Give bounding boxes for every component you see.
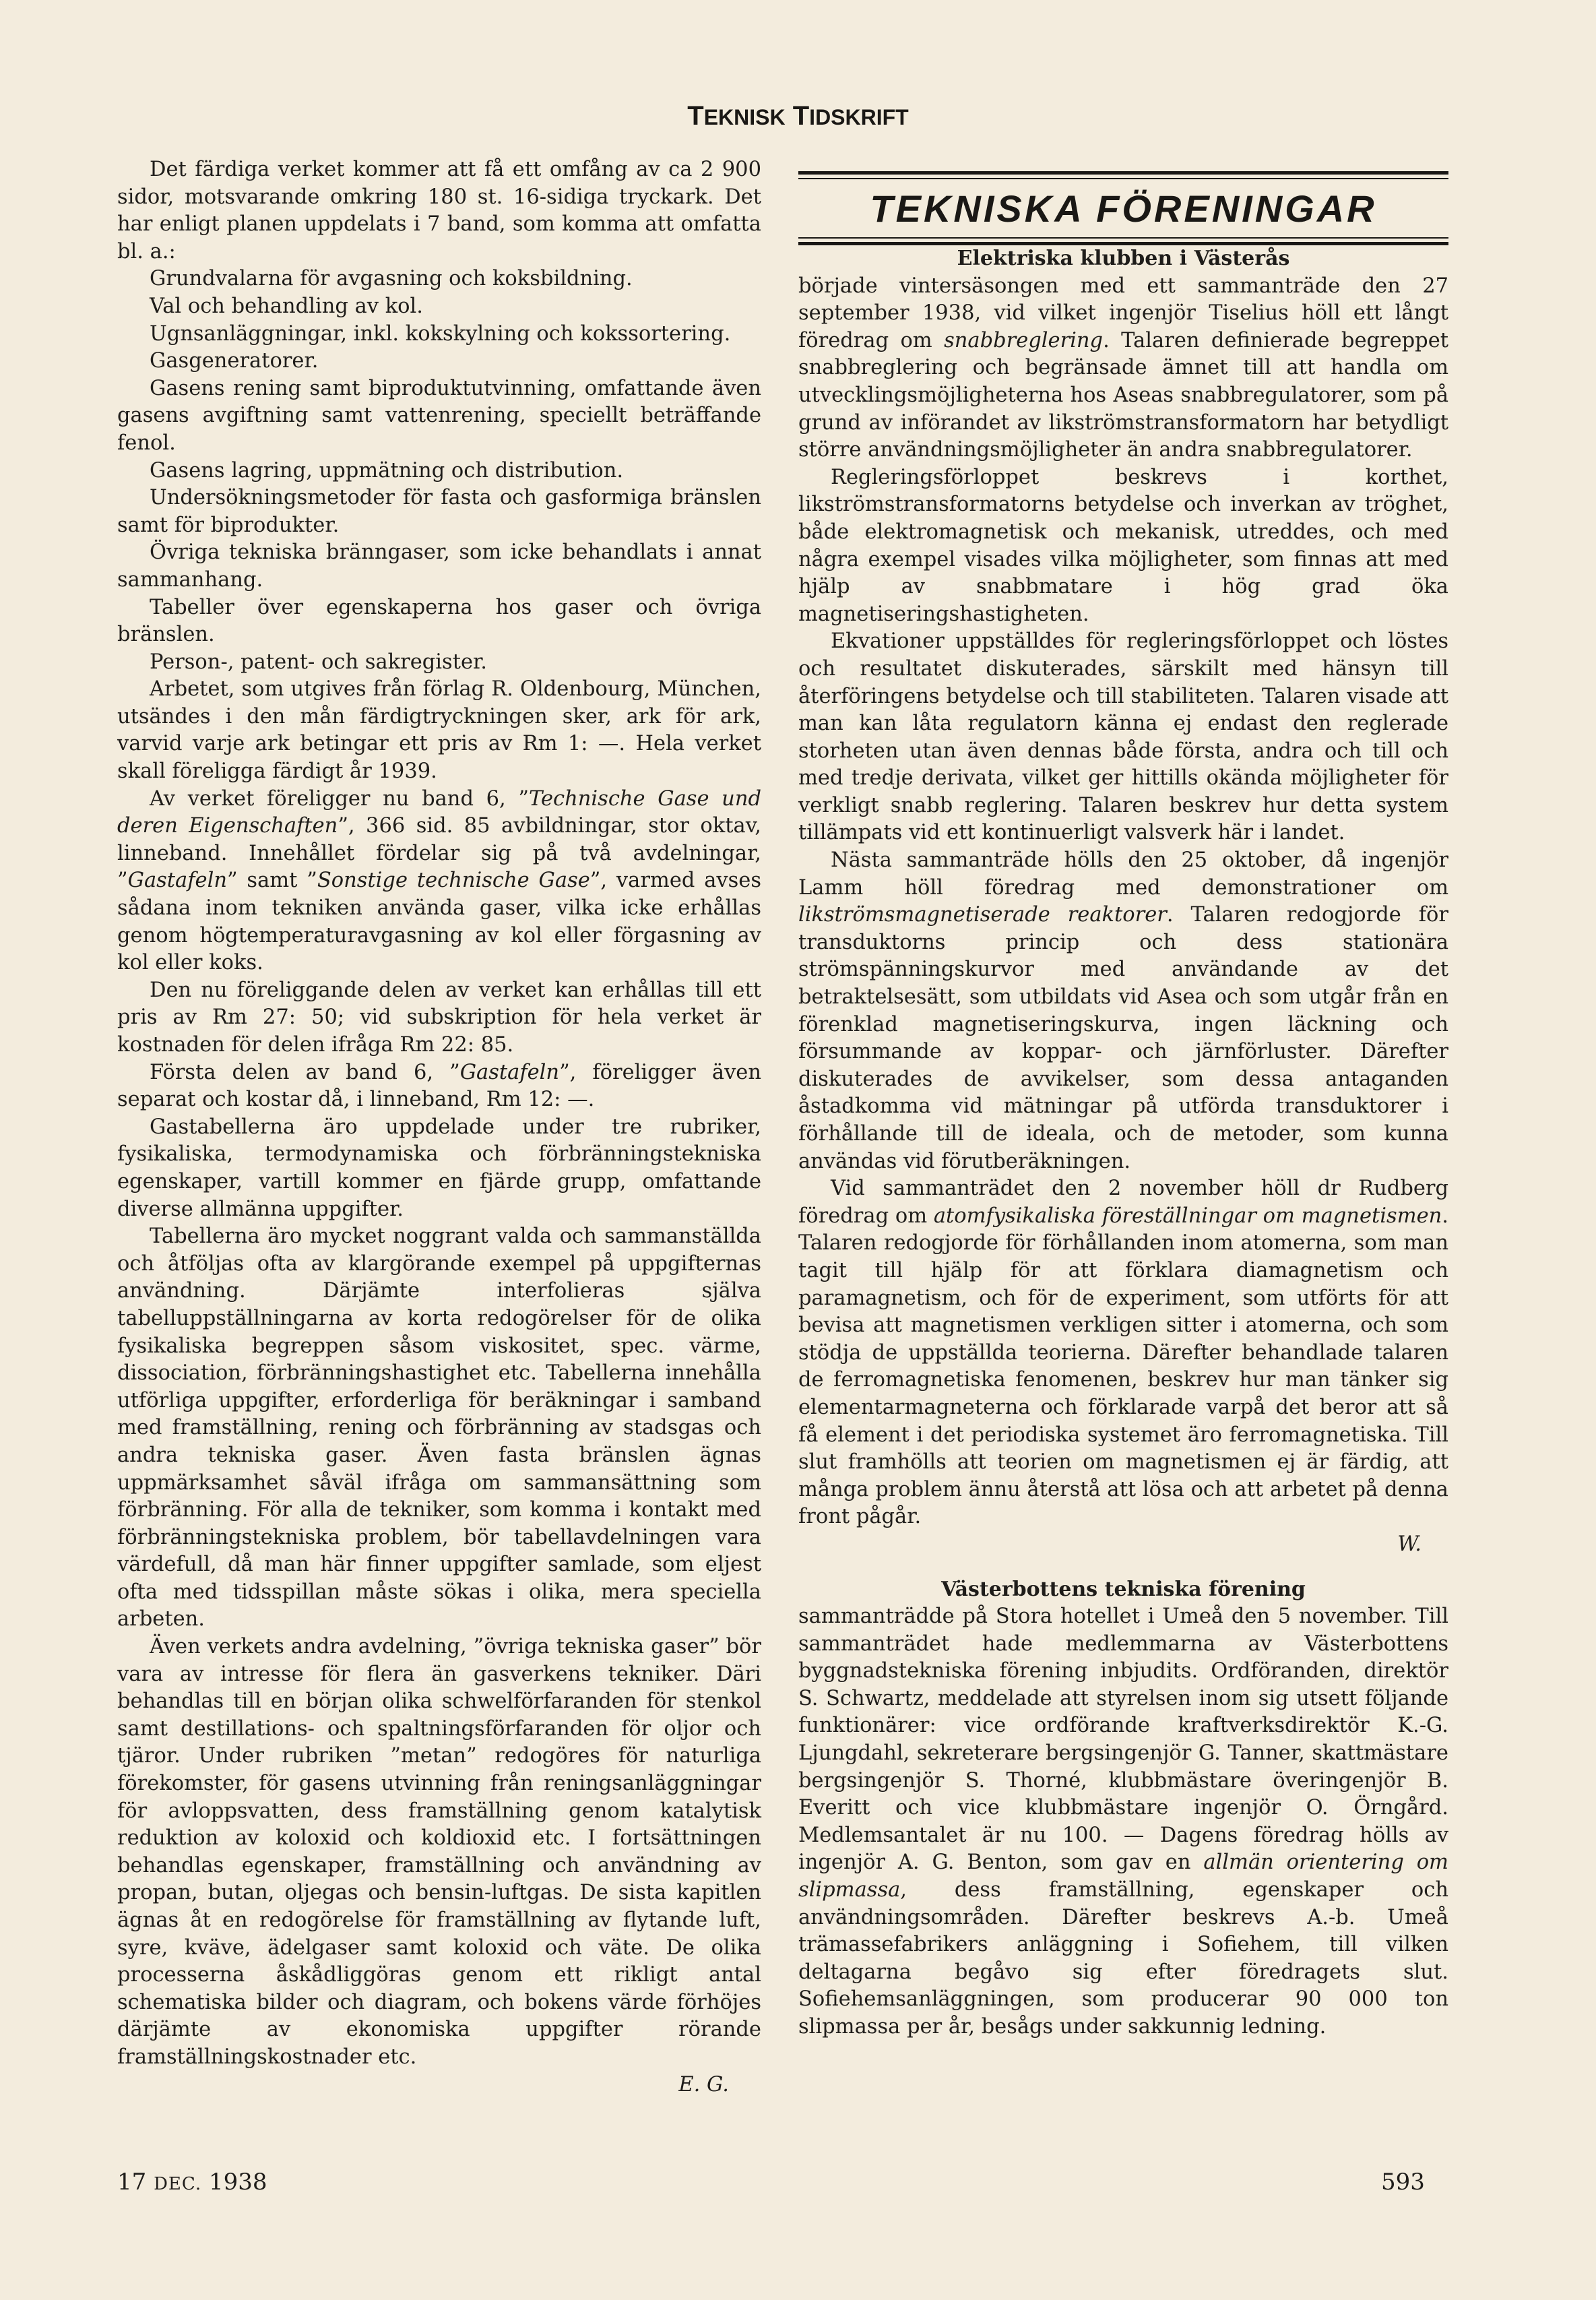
left-column	[117, 156, 761, 2099]
list-item: Gasens lagring, uppmätning och distribution.	[150, 458, 624, 483]
paragraph: Regleringsförloppet beskrevs i korthet, likströmstransformatorns betydelse och inverkan av tröghet, både elektromagnetisk och mekanisk, utreddes, och med några exempel visades vilka möjligheter, som finnas att med hjälp av snabbmatare i hög grad öka magnetiseringshastigheten.	[798, 465, 1448, 626]
author-signature: E. G.	[678, 2072, 729, 2096]
subsection-heading: Västerbottens tekniska förening	[941, 1577, 1306, 1601]
author-signature: W.	[1397, 1532, 1422, 1556]
paragraph: Vid sammanträdet den 2 november höll dr Rudberg föredrag om atomfysikaliska föreställningar om magnetismen. Talaren redogjorde för förhållanden inom atomerna, som man tagit till hjälp för att förklara diamagnetism och paramagnetism, och för de experiment, som utförts för att bevisa att magnetismen verkligen sitter i atomerna, och som stödja de uppställda teorierna. Därefter behandlade talaren de ferromagnetiska fenomenen, beskrev hur man tänker sig elementarmagneterna och förklarade varpå det beror att så få element i det periodiska systemet äro ferromagnetiska. Till slut framhölls att teorien om magnetismen ej är färdig, att många problem ännu återstå att lösa och att arbetet på denna front pågår.	[798, 1177, 1448, 1529]
paragraph: Nästa sammanträde hölls den 25 oktober, då ingenjör Lamm höll föredrag med demonstrationer om likströmsmagnetiserade reaktorer. Talaren redogjorde för transduktorns princip och dess stationära strömspänningskurvor med användande av det betraktelsesätt, som utbildats vid Asea och som utgår från en förenklad magnetiseringskurva, ingen läckning och försummande av koppar- och järnförluster. Därefter diskuterades de avvikelser, som dessa antaganden åstadkomma vid mätningar på utförda transduktorer i förhållande till de ideala, och de metoder, som kunna användas vid förutberäkningen.	[798, 848, 1448, 1173]
paragraph: Den nu föreliggande delen av verket kan erhållas till ett pris av Rm 27: 50; vid subskription för hela verket är kostnaden för delen ifråga Rm 22: 85.	[117, 978, 761, 1057]
section-header	[798, 171, 1448, 245]
journal-masthead: TEKNISK TIDSKRIFT	[687, 101, 909, 131]
list-item: Person-, patent- och sakregister.	[150, 650, 487, 674]
list-item: Tabeller över egenskaperna hos gaser och övriga bränslen.	[117, 595, 761, 647]
list-item: Gasens rening samt biproduktutvinning, omfattande även gasens avgiftning samt vattenrening, speciellt beträffande fenol.	[117, 376, 761, 455]
issue-date: 17 DEC. 1938	[117, 2169, 267, 2196]
paragraph: Gastabellerna äro uppdelade under tre rubriker, fysikaliska, termodynamiska och förbränningstekniska egenskaper, vartill kommer en fjärde grupp, omfattande diverse allmänna uppgifter.	[117, 1115, 761, 1221]
paragraph: Första delen av band 6, ”Gastafeln”, föreligger även separat och kostar då, i linneband, Rm 12: —.	[117, 1060, 761, 1112]
right-column	[798, 156, 1448, 2041]
paragraph: Det färdiga verket kommer att få ett omfång av ca 2 900 sidor, motsvarande omkring 180 st. 16-sidiga tryckark. Det har enligt planen uppdelats i 7 band, som komma att omfatta bl. a.:	[117, 158, 761, 263]
list-item: Ugnsanläggningar, inkl. kokskylning och kokssortering.	[150, 321, 731, 346]
list-item: Övriga tekniska bränngaser, som icke behandlats i annat sammanhang.	[117, 540, 761, 592]
page-number: 593	[1381, 2169, 1425, 2196]
paragraph: sammanträdde på Stora hotellet i Umeå den 5 november. Till sammanträdet hade medlemmarna av Västerbottens byggnadstekniska förening inbjudits. Ordföranden, direktör S. Schwartz, meddelade att styrelsen inom sig utsett följande funktionärer: vice ordförande kraftverksdirektör K.-G. Ljungdahl, sekreterare bergsingenjör G. Tanner, skattmästare bergsingenjör S. Thorné, klubbmästare överingenjör B. Everitt och vice klubbmästare ingenjör O. Örngård. Medlemsantalet är nu 100. — Dagens föredrag hölls av ingenjör A. G. Benton, som gav en allmän orientering om slipmassa, dess framställning, egenskaper och användningsområden. Därefter beskrevs A.-b. Umeå trämassefabrikers anläggning i Sofiehem, till vilken deltagarna begåvo sig efter föredragets slut. Sofiehemsanläggningen, som producerar 90 000 ton slipmassa per år, besågs under sakkunnig ledning.	[798, 1605, 1448, 2039]
list-item: Undersökningsmetoder för fasta och gasformiga bränslen samt för biprodukter.	[117, 486, 761, 537]
list-item: Val och behandling av kol.	[150, 294, 423, 318]
list-item: Grundvalarna för avgasning och koksbildning.	[150, 267, 633, 291]
subsection-heading: Elektriska klubben i Västerås	[957, 247, 1290, 270]
section-title: TEKNISKA FÖRENINGAR	[870, 187, 1377, 230]
paragraph: Arbetet, som utgives från förlag R. Oldenbourg, München, utsändes i den mån färdigtryckningen sker, ark för ark, varvid varje ark betingar ett pris av Rm 1: —. Hela verket skall föreligga färdigt år 1939.	[117, 677, 761, 784]
paragraph: började vintersäsongen med ett sammanträde den 27 september 1938, vid vilket ingenjör Tiselius höll ett långt föredrag om snabbreglering. Talaren definierade begreppet snabbreglering och begränsade ämnet till att handla om utvecklingsmöjligheterna hos Aseas snabbregulatorer, som på grund av införandet av likströmstransformatorn har betydligt större användningsmöjligheter än andra snabbregulatorer.	[798, 274, 1448, 462]
paragraph: Tabellerna äro mycket noggrant valda och sammanställda och åtföljas ofta av klargörande exempel på uppgifternas användning. Därjämte interfolieras själva tabelluppställningarna av korta redogörelser för de olika fysikaliska begreppen såsom viskositet, spec. värme, dissociation, förbränningshastighet etc. Tabellerna innehålla utförliga uppgifter, erforderliga för beräkningar i samband med framställning, rening och förbränning av stadsgas och andra tekniska gaser. Även fasta bränslen ägnas uppmärksamhet såväl ifråga om sammansättning som förbränning. För alla de tekniker, som komma i kontakt med förbränningstekniska problem, bör tabellavdelningen vara värdefull, då man här finner uppgifter samlade, som eljest ofta med tidsspillan måste sökas i olika, mera speciella arbeten.	[117, 1224, 761, 1631]
divider	[798, 237, 1448, 239]
paragraph: Av verket föreligger nu band 6, ”Technische Gase und deren Eigenschaften”, 366 sid. 85 avbildningar, stor oktav, linneband. Innehållet fördelar sig på två avdelningar, ”Gastafeln” samt ”Sonstige technische Gase”, varmed avses sådana inom tekniken använda gaser, vilka icke erhållas genom högtemperaturavgasning av kol eller förgasning av kol eller koks.	[117, 786, 761, 975]
divider	[798, 171, 1448, 175]
paragraph: Även verkets andra avdelning, ”övriga tekniska gaser” bör vara av intresse för flera än gasverkens tekniker. Däri behandlas till en början olika schwelförfaranden för stenkol samt destillations- och spaltningsförfaranden för oljor och tjäror. Under rubriken ”metan” redogöres för naturliga förekomster, för gasens utvinning från reningsanläggningar för avloppsvatten, dess framställning genom katalytisk reduktion av koloxid och koldioxid etc. I fortsättningen behandlas egenskaper, framställning och användning av propan, butan, oljegas och bensin-luftgas. De sista kapitlen ägnas åt en redogörelse för framställning av flytande luft, syre, kväve, ädelgaser samt koloxid och väte. De olika processerna åskådliggöras genom ett rikligt antal schematiska bilder och diagram, och bokens värde förhöjes därjämte av ekonomiska uppgifter rörande framställningskostnader etc.	[117, 1635, 761, 2069]
list-item: Gasgeneratorer.	[150, 349, 319, 373]
divider	[798, 178, 1448, 179]
paragraph: Ekvationer uppställdes för regleringsförloppet och löstes och resultatet diskuterades, särskilt med hänsyn till återföringens betydelse och till stabiliteten. Talaren visade att man kan låta regulatorn känna ej endast den reglerade storheten utan även dennas både första, andra och till och med tredje derivata, vilket ger hittills okända möjligheter för verkligt snabb reglering. Talaren beskrev hur detta system tillämpats vid ett kontinuerligt valsverk här i landet.	[798, 629, 1448, 845]
